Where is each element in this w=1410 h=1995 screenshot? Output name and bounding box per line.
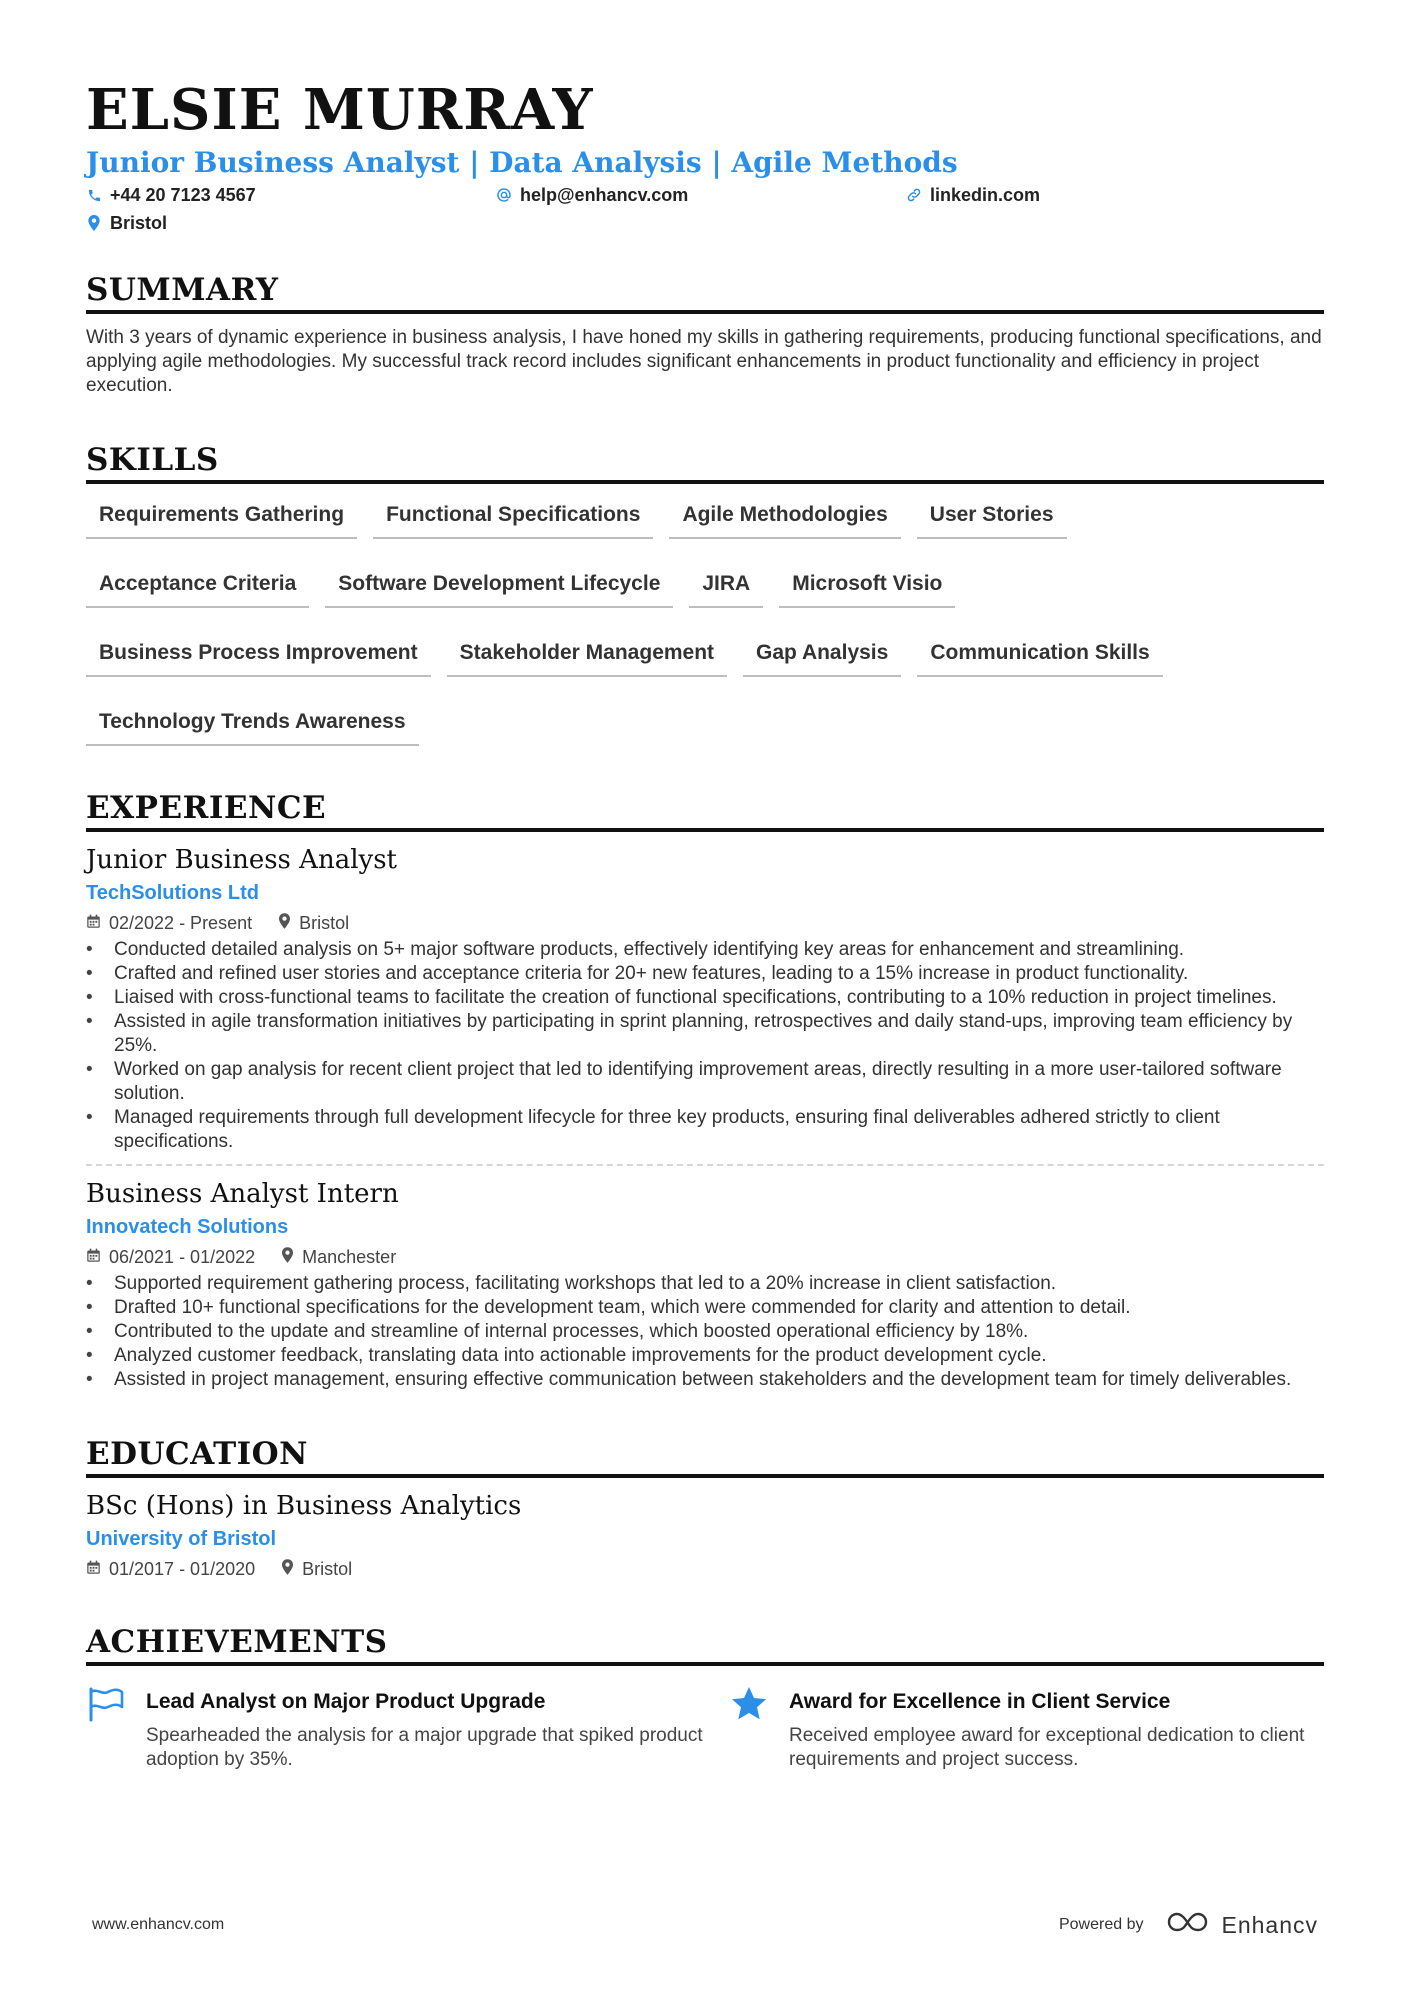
job-dates-text: 06/2021 - 01/2022 bbox=[109, 1247, 256, 1267]
skill-tag: Agile Methodologies bbox=[669, 502, 900, 539]
education-dates bbox=[86, 1558, 255, 1580]
skill-tag: User Stories bbox=[917, 502, 1067, 539]
company-name: Innovatech Solutions bbox=[86, 1216, 289, 1238]
location-pin-icon bbox=[281, 1246, 294, 1268]
footer bbox=[92, 1910, 1318, 1940]
job-entry bbox=[86, 1178, 1324, 1392]
job-bullet: • Assisted in project management, ensuring effective communication between stakeholders and the development team for timely deliverables. bbox=[86, 1368, 1324, 1392]
contact-email[interactable] bbox=[496, 184, 906, 206]
email-text[interactable]: help@enhancv.com bbox=[520, 184, 689, 205]
skill-tag: Communication Skills bbox=[917, 640, 1162, 677]
job-divider bbox=[86, 1164, 1324, 1166]
job-bullets bbox=[86, 1272, 1324, 1392]
summary-text: With 3 years of dynamic experience in business analysis, I have honed my skills in gathering requirements, producing functional specifications, and applying agile methodologies. My successful track record includes significant enhancements in product functionality and efficiency in project execution. bbox=[86, 327, 1322, 396]
achievement-title: Lead Analyst on Major Product Upgrade bbox=[146, 1690, 546, 1713]
calendar-icon bbox=[86, 912, 101, 934]
education-entry bbox=[86, 1490, 1324, 1580]
job-bullet: • Conducted detailed analysis on 5+ major software products, effectively identifying key areas for enhancement and streamlining. bbox=[86, 938, 1324, 962]
job-dates bbox=[86, 912, 252, 934]
contact-list bbox=[86, 184, 1324, 234]
location-pin-icon bbox=[278, 912, 291, 934]
skill-tag: Gap Analysis bbox=[743, 640, 901, 677]
job-bullet: • Managed requirements through full development lifecycle for three key products, ensuring final deliverables adhered strictly to client specifications. bbox=[86, 1106, 1324, 1154]
skills-list bbox=[86, 502, 1286, 746]
skills-heading: SKILLS bbox=[86, 442, 1324, 484]
experience-section bbox=[86, 790, 1324, 1392]
job-bullet: • Crafted and refined user stories and acceptance criteria for 20+ new features, leading to a 15% increase in product functionality. bbox=[86, 962, 1324, 986]
achievement-description: Received employee award for exceptional dedication to client requirements and project success. bbox=[789, 1725, 1305, 1770]
education-location bbox=[281, 1558, 352, 1580]
job-title: Business Analyst Intern bbox=[86, 1179, 399, 1209]
skills-section bbox=[86, 442, 1324, 746]
summary-heading: SUMMARY bbox=[86, 272, 1324, 314]
candidate-title: Junior Business Analyst | Data Analysis | Agile Methods bbox=[86, 146, 958, 179]
job-entry bbox=[86, 844, 1324, 1166]
candidate-name: ELSIE MURRAY bbox=[86, 77, 594, 143]
job-bullet: • Assisted in agile transformation initiatives by participating in sprint planning, retrospectives and daily stand-ups, improving team efficiency by 25%. bbox=[86, 1010, 1324, 1058]
flag-icon bbox=[86, 1684, 126, 1724]
achievements-list bbox=[86, 1684, 1324, 1772]
linkedin-text[interactable]: linkedin.com bbox=[930, 184, 1041, 205]
achievement-item bbox=[86, 1684, 729, 1772]
skill-tag: Functional Specifications bbox=[373, 502, 653, 539]
job-bullets bbox=[86, 938, 1324, 1154]
contact-location bbox=[86, 212, 496, 234]
achievement-description: Spearheaded the analysis for a major upgrade that spiked product adoption by 35%. bbox=[146, 1725, 703, 1770]
location-pin-icon bbox=[281, 1558, 294, 1580]
achievement-item bbox=[729, 1684, 1329, 1772]
brand-logo[interactable] bbox=[1165, 1910, 1318, 1940]
calendar-icon bbox=[86, 1246, 101, 1268]
contact-phone bbox=[86, 184, 496, 206]
job-title: Junior Business Analyst bbox=[86, 845, 397, 875]
skill-tag: Business Process Improvement bbox=[86, 640, 431, 677]
skill-tag: Software Development Lifecycle bbox=[325, 571, 673, 608]
infinity-logo-icon bbox=[1165, 1910, 1211, 1940]
school-name: University of Bristol bbox=[86, 1528, 277, 1550]
job-location-text: Manchester bbox=[302, 1247, 397, 1267]
education-dates-text: 01/2017 - 01/2020 bbox=[109, 1559, 256, 1579]
education-location-text: Bristol bbox=[302, 1559, 353, 1579]
link-icon bbox=[906, 187, 922, 203]
company-name: TechSolutions Ltd bbox=[86, 882, 259, 904]
calendar-icon bbox=[86, 1558, 101, 1580]
location-text: Bristol bbox=[110, 212, 168, 233]
phone-icon bbox=[86, 187, 102, 203]
skill-tag: Acceptance Criteria bbox=[86, 571, 309, 608]
job-dates bbox=[86, 1246, 255, 1268]
skill-tag: Requirements Gathering bbox=[86, 502, 357, 539]
location-pin-icon bbox=[86, 215, 102, 231]
job-dates-text: 02/2022 - Present bbox=[109, 913, 253, 933]
job-location-text: Bristol bbox=[299, 913, 350, 933]
job-bullet: • Contributed to the update and streamline of internal processes, which boosted operational efficiency by 18%. bbox=[86, 1320, 1324, 1344]
powered-by-label: Powered by bbox=[1058, 1916, 1144, 1933]
job-bullet: • Liaised with cross-functional teams to facilitate the creation of functional specifications, contributing to a 10% reduction in project timelines. bbox=[86, 986, 1324, 1010]
education-heading: EDUCATION bbox=[86, 1436, 1324, 1478]
job-bullet: • Drafted 10+ functional specifications for the development team, which were commended for clarity and attention to detail. bbox=[86, 1296, 1324, 1320]
summary-section bbox=[86, 272, 1324, 398]
phone-text: +44 20 7123 4567 bbox=[110, 184, 256, 205]
job-bullet: • Worked on gap analysis for recent client project that led to identifying improvement areas, directly resulting in a more user-tailored software solution. bbox=[86, 1058, 1324, 1106]
skill-tag: JIRA bbox=[689, 571, 763, 608]
job-location bbox=[278, 912, 349, 934]
powered-by bbox=[1059, 1910, 1318, 1940]
education-meta bbox=[86, 1558, 1324, 1580]
header bbox=[86, 78, 1324, 234]
experience-heading: EXPERIENCE bbox=[86, 790, 1324, 832]
at-icon bbox=[496, 187, 512, 203]
job-meta bbox=[86, 1246, 1324, 1268]
skill-tag: Microsoft Visio bbox=[779, 571, 955, 608]
footer-website[interactable]: www.enhancv.com bbox=[92, 1916, 225, 1933]
education-section bbox=[86, 1436, 1324, 1580]
star-icon bbox=[729, 1684, 769, 1724]
job-meta bbox=[86, 912, 1324, 934]
achievements-section bbox=[86, 1624, 1324, 1772]
skill-tag: Stakeholder Management bbox=[447, 640, 727, 677]
job-bullet: • Analyzed customer feedback, translating data into actionable improvements for the product development cycle. bbox=[86, 1344, 1324, 1368]
degree-title: BSc (Hons) in Business Analytics bbox=[86, 1491, 522, 1521]
achievements-heading: ACHIEVEMENTS bbox=[86, 1624, 1324, 1666]
achievement-title: Award for Excellence in Client Service bbox=[789, 1690, 1171, 1713]
brand-name: Enhancv bbox=[1221, 1911, 1318, 1938]
skill-tag: Technology Trends Awareness bbox=[86, 709, 419, 746]
achievement-body bbox=[789, 1684, 1329, 1772]
job-bullet: • Supported requirement gathering process, facilitating workshops that led to a 20% increase in client satisfaction. bbox=[86, 1272, 1324, 1296]
contact-linkedin[interactable] bbox=[906, 184, 1306, 206]
achievement-body bbox=[146, 1684, 729, 1772]
job-location bbox=[281, 1246, 396, 1268]
